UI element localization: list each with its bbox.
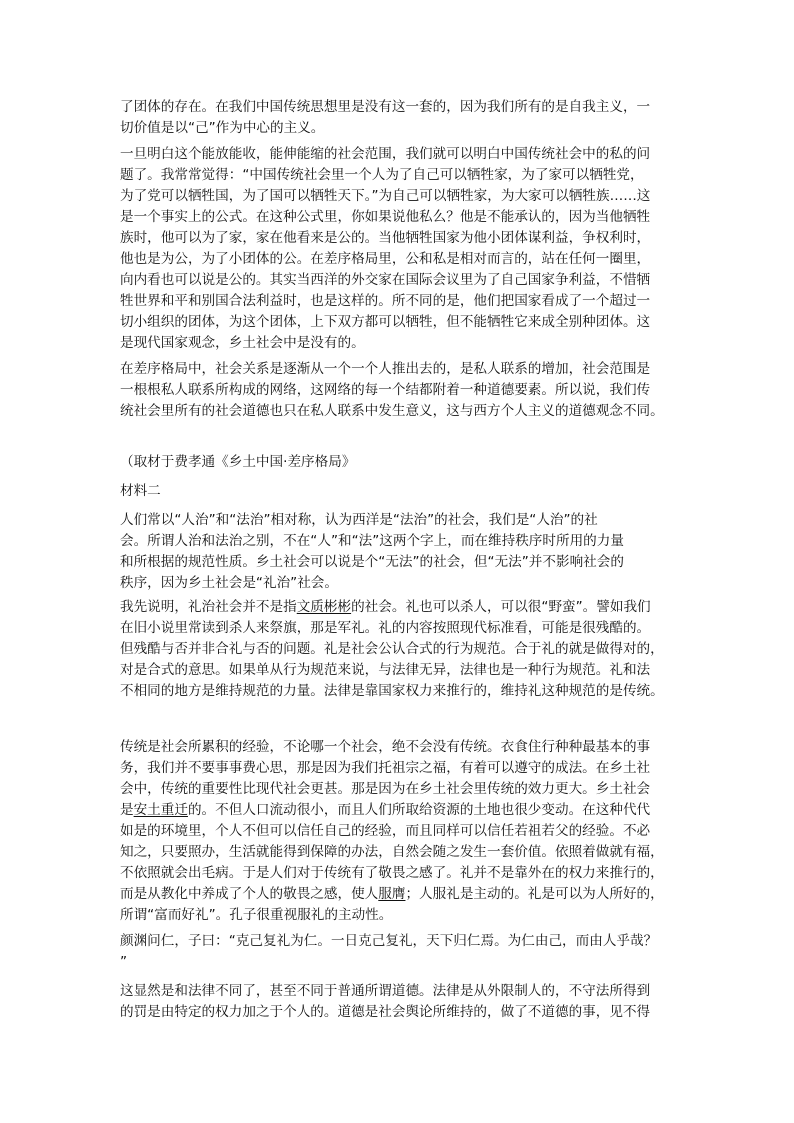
text-line: 这显然是和法律不同了，甚至不同于普通所谓道德。法律是从外限制人的，不守法所得到 (120, 983, 651, 999)
text-line: 切价值是以“己”作为中心的主义。 (120, 120, 325, 136)
text-line: 颜渊问仁，子曰：“克己复礼为仁。一日克己复礼，天下归仁焉。为仁由己，而由人乎哉？ (120, 933, 658, 949)
text-line: 切小组织的团体，为这个团体，上下双方都可以牺牲，但不能牺牲它来成全别种团体。这 (120, 314, 651, 330)
text-segment: ；人服礼是主动的。礼是可以为人所好的， (405, 886, 664, 902)
text-line: 向内看也可以说是公的。其实当西洋的外交家在国际会议里为了自己国家争利益，不惜牺 (120, 272, 651, 288)
paragraph-3 (120, 359, 685, 422)
text-line: 知之，只要照办，生活就能得到保障的办法，自然会随之发生一套价值。依照着做就有福， (120, 844, 664, 860)
material-heading-block (120, 481, 685, 502)
underlined-term: 文质彬彬 (296, 599, 352, 615)
paragraph-8 (120, 981, 685, 1023)
text-line: 所谓“富而好礼”。孔子很重视服礼的主动性。 (120, 907, 393, 923)
paragraph-6 (120, 737, 685, 926)
text-line: 但残酷与否并非合礼与否的问题。礼是社会公认合式的行为规范。合于礼的就是做得对的， (120, 641, 664, 657)
text-line: 务，我们并不要事事费心思，那是因为我们托祖宗之福，有着可以遵守的成法。在乡土社 (120, 760, 651, 776)
text-line: 题了。我常常觉得：“中国传统社会里一个人为了自己可以牺牲家，为了家可以牺牲党， (120, 167, 644, 183)
text-line: 族时，他可以为了家，家在他看来是公的。当他牺牲国家为他小团体谋利益，争权利时， (120, 230, 651, 246)
text-line: 秩序，因为乡土社会是“礼治”社会。 (120, 575, 338, 591)
text-line: 一旦明白这个能放能收，能伸能缩的社会范围，我们就可以明白中国传统社会中的私的问 (120, 146, 651, 162)
paragraph-2 (120, 144, 685, 354)
text-line: 一根根私人联系所构成的网络，这网络的每一个结都附着一种道德要素。所以说，我们传 (120, 382, 651, 398)
text-line: 对是合式的意思。如果单从行为规范来说，与法律无异，法律也是一种行为规范。礼和法 (120, 662, 651, 678)
paragraph-7 (120, 931, 685, 973)
text-segment: 我先说明，礼治社会并不是指 (120, 599, 297, 615)
text-line: 不依照就会出毛病。于是人们对于传统有了敬畏之感了。礼并不是靠外在的权力来推行的， (120, 865, 664, 881)
text-line: 他也是为公，为了小团体的公。在差序格局里，公和私是相对而言的，站在任何一圈里， (120, 251, 651, 267)
material-heading: 材料二 (120, 483, 161, 499)
source-citation: （取材于费孝通《乡土中国·差序格局》 (120, 454, 356, 470)
text-line: 为了党可以牺牲国，为了国可以牺牲天下。”为自己可以牺牲家，为大家可以牺牲族……这 (120, 188, 651, 204)
text-line: 的罚是由特定的权力加之于个人的。道德是社会舆论所维持的，做了不道德的事，见不得 (120, 1004, 651, 1020)
text-line (120, 884, 685, 905)
text-line: 在差序格局中，社会关系是逐渐从一个一个人推出去的，是私人联系的增加，社会范围是 (120, 361, 651, 377)
text-line: 在旧小说里常读到杀人来祭旗，那是军礼。礼的内容按照现代标准看，可能是很残酷的。 (120, 620, 651, 636)
text-line: 如是的环境里，个人不但可以信任自己的经验，而且同样可以信任若祖若父的经验。不必 (120, 823, 651, 839)
paragraph-5 (120, 597, 685, 702)
text-line: 了团体的存在。在我们中国传统思想里是没有这一套的，因为我们所有的是自我主义，一 (120, 99, 651, 115)
text-line: 和所根据的规范性质。乡土社会可以说是个“无法”的社会，但“无法”并不影响社会的 (120, 554, 624, 570)
text-line: 是现代国家观念，乡土社会中是没有的。 (120, 335, 365, 351)
text-line (120, 597, 685, 618)
text-line: 人们常以“人治”和“法治”相对称，认为西洋是“法治”的社会，我们是“人治”的社 (120, 512, 598, 528)
text-segment: 而是从教化中养成了个人的敬畏之感，使人 (120, 886, 379, 902)
underlined-term: 安土重迁 (133, 802, 188, 818)
text-segment: 的社会。礼也可以杀人，可以很“野蛮”。譬如我们 (351, 599, 651, 615)
text-line: ” (120, 954, 128, 970)
text-line (120, 800, 685, 821)
text-line: 统社会里所有的社会道德也只在私人联系中发生意义，这与西方个人主义的道德观念不同。 (120, 403, 664, 419)
paragraph-4 (120, 510, 685, 594)
text-line: 会。所谓人治和法治之别，不在“人”和“法”这两个字上，而在维持秩序时所用的力量 (120, 533, 624, 549)
paragraph-1 (120, 97, 685, 139)
text-line: 是一个事实上的公式。在这种公式里，你如果说他私么？他是不能承认的，因为当他牺牲 (120, 209, 651, 225)
text-segment: 是 (120, 802, 134, 818)
source-citation-block (120, 452, 685, 473)
text-line: 不相同的地方是维持规范的力量。法律是靠国家权力来推行的，维持礼这种规范的是传统。 (120, 683, 664, 699)
underlined-term: 服膺 (378, 886, 406, 902)
text-segment: 的。不但人口流动很小，而且人们所取给资源的土地也很少变动。在这种代代 (187, 802, 651, 818)
text-line: 会中，传统的重要性比现代社会更甚。那是因为在乡土社会里传统的效力更大。乡土社会 (120, 781, 651, 797)
text-line: 牲世界和平和别国合法利益时，也是这样的。所不同的是，他们把国家看成了一个超过一 (120, 293, 651, 309)
text-line: 传统是社会所累积的经验，不论哪一个社会，绝不会没有传统。衣食住行种种最基本的事 (120, 739, 651, 755)
